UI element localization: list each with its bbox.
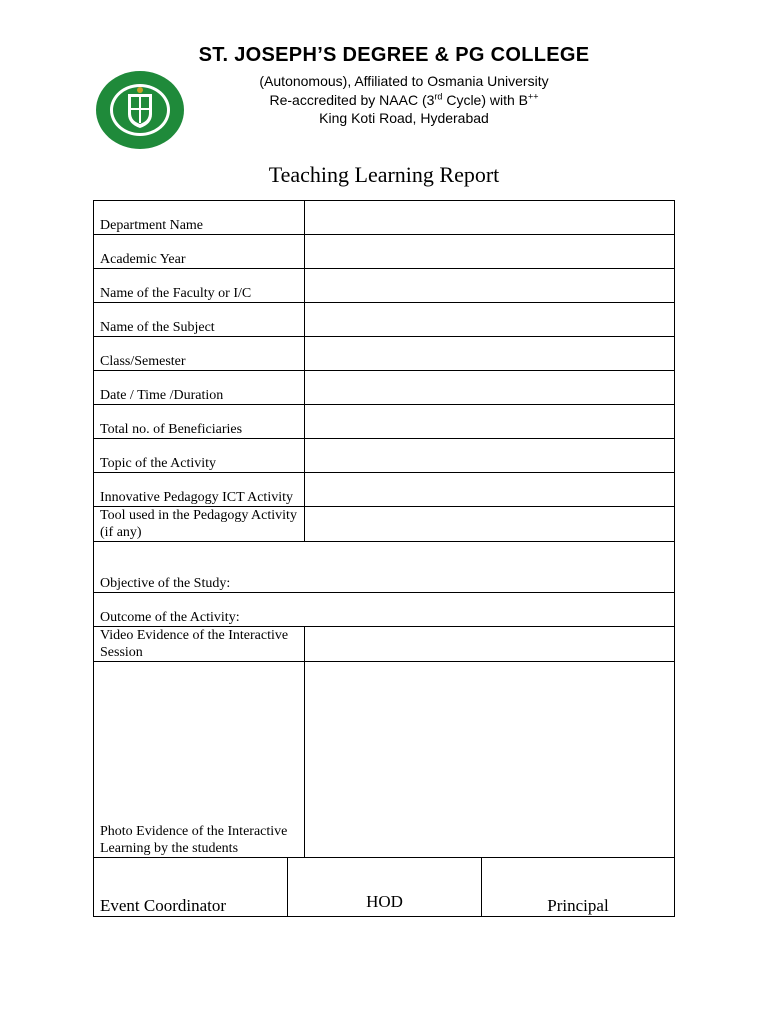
signature-table bbox=[93, 857, 675, 917]
ict-activity-field[interactable] bbox=[305, 473, 675, 507]
coordinator-signature: Event Coordinator bbox=[94, 858, 288, 917]
date-time-field[interactable] bbox=[305, 371, 675, 405]
accreditation-text-2: Cycle) with B bbox=[442, 92, 529, 108]
accreditation-sup-2: ++ bbox=[528, 91, 539, 102]
academic-year-field[interactable] bbox=[305, 235, 675, 269]
row-label: Class/Semester bbox=[94, 337, 305, 371]
address-line: King Koti Road, Hyderabad bbox=[319, 110, 489, 126]
row-label: Innovative Pedagogy ICT Activity bbox=[94, 473, 305, 507]
accreditation-line bbox=[160, 92, 648, 108]
subject-name-field[interactable] bbox=[305, 303, 675, 337]
row-label: Date / Time /Duration bbox=[94, 371, 305, 405]
objective-label: Objective of the Study: bbox=[100, 576, 231, 591]
objective-field[interactable] bbox=[94, 542, 675, 593]
video-evidence-field[interactable] bbox=[305, 627, 675, 662]
tool-used-field[interactable] bbox=[305, 507, 675, 542]
row-label: Department Name bbox=[94, 201, 305, 235]
photo-evidence-field[interactable] bbox=[305, 662, 675, 858]
outcome-label: Outcome of the Activity: bbox=[100, 610, 240, 625]
row-label: Video Evidence of the Interactive Session bbox=[94, 627, 305, 662]
row-label: Academic Year bbox=[94, 235, 305, 269]
class-semester-field[interactable] bbox=[305, 337, 675, 371]
topic-field[interactable] bbox=[305, 439, 675, 473]
row-label: Name of the Subject bbox=[94, 303, 305, 337]
beneficiaries-field[interactable] bbox=[305, 405, 675, 439]
page-title: Teaching Learning Report bbox=[268, 162, 500, 187]
principal-signature: Principal bbox=[482, 858, 675, 917]
affiliation-line: (Autonomous), Affiliated to Osmania University bbox=[259, 73, 549, 89]
outcome-field[interactable] bbox=[94, 593, 675, 627]
row-label: Photo Evidence of the Interactive Learning by the students bbox=[94, 662, 305, 858]
row-label: Topic of the Activity bbox=[94, 439, 305, 473]
report-form-table bbox=[93, 200, 675, 858]
department-name-field[interactable] bbox=[305, 201, 675, 235]
row-label: Total no. of Beneficiaries bbox=[94, 405, 305, 439]
college-name: ST. JOSEPH’S DEGREE & PG COLLEGE bbox=[198, 44, 590, 66]
accreditation-text-1: Re-accredited by NAAC (3 bbox=[269, 92, 435, 108]
row-label: Tool used in the Pedagogy Activity (if any) bbox=[94, 507, 305, 542]
hod-signature: HOD bbox=[288, 858, 482, 917]
row-label: Name of the Faculty or I/C bbox=[94, 269, 305, 303]
accreditation-sup-1: rd bbox=[434, 91, 443, 102]
faculty-name-field[interactable] bbox=[305, 269, 675, 303]
